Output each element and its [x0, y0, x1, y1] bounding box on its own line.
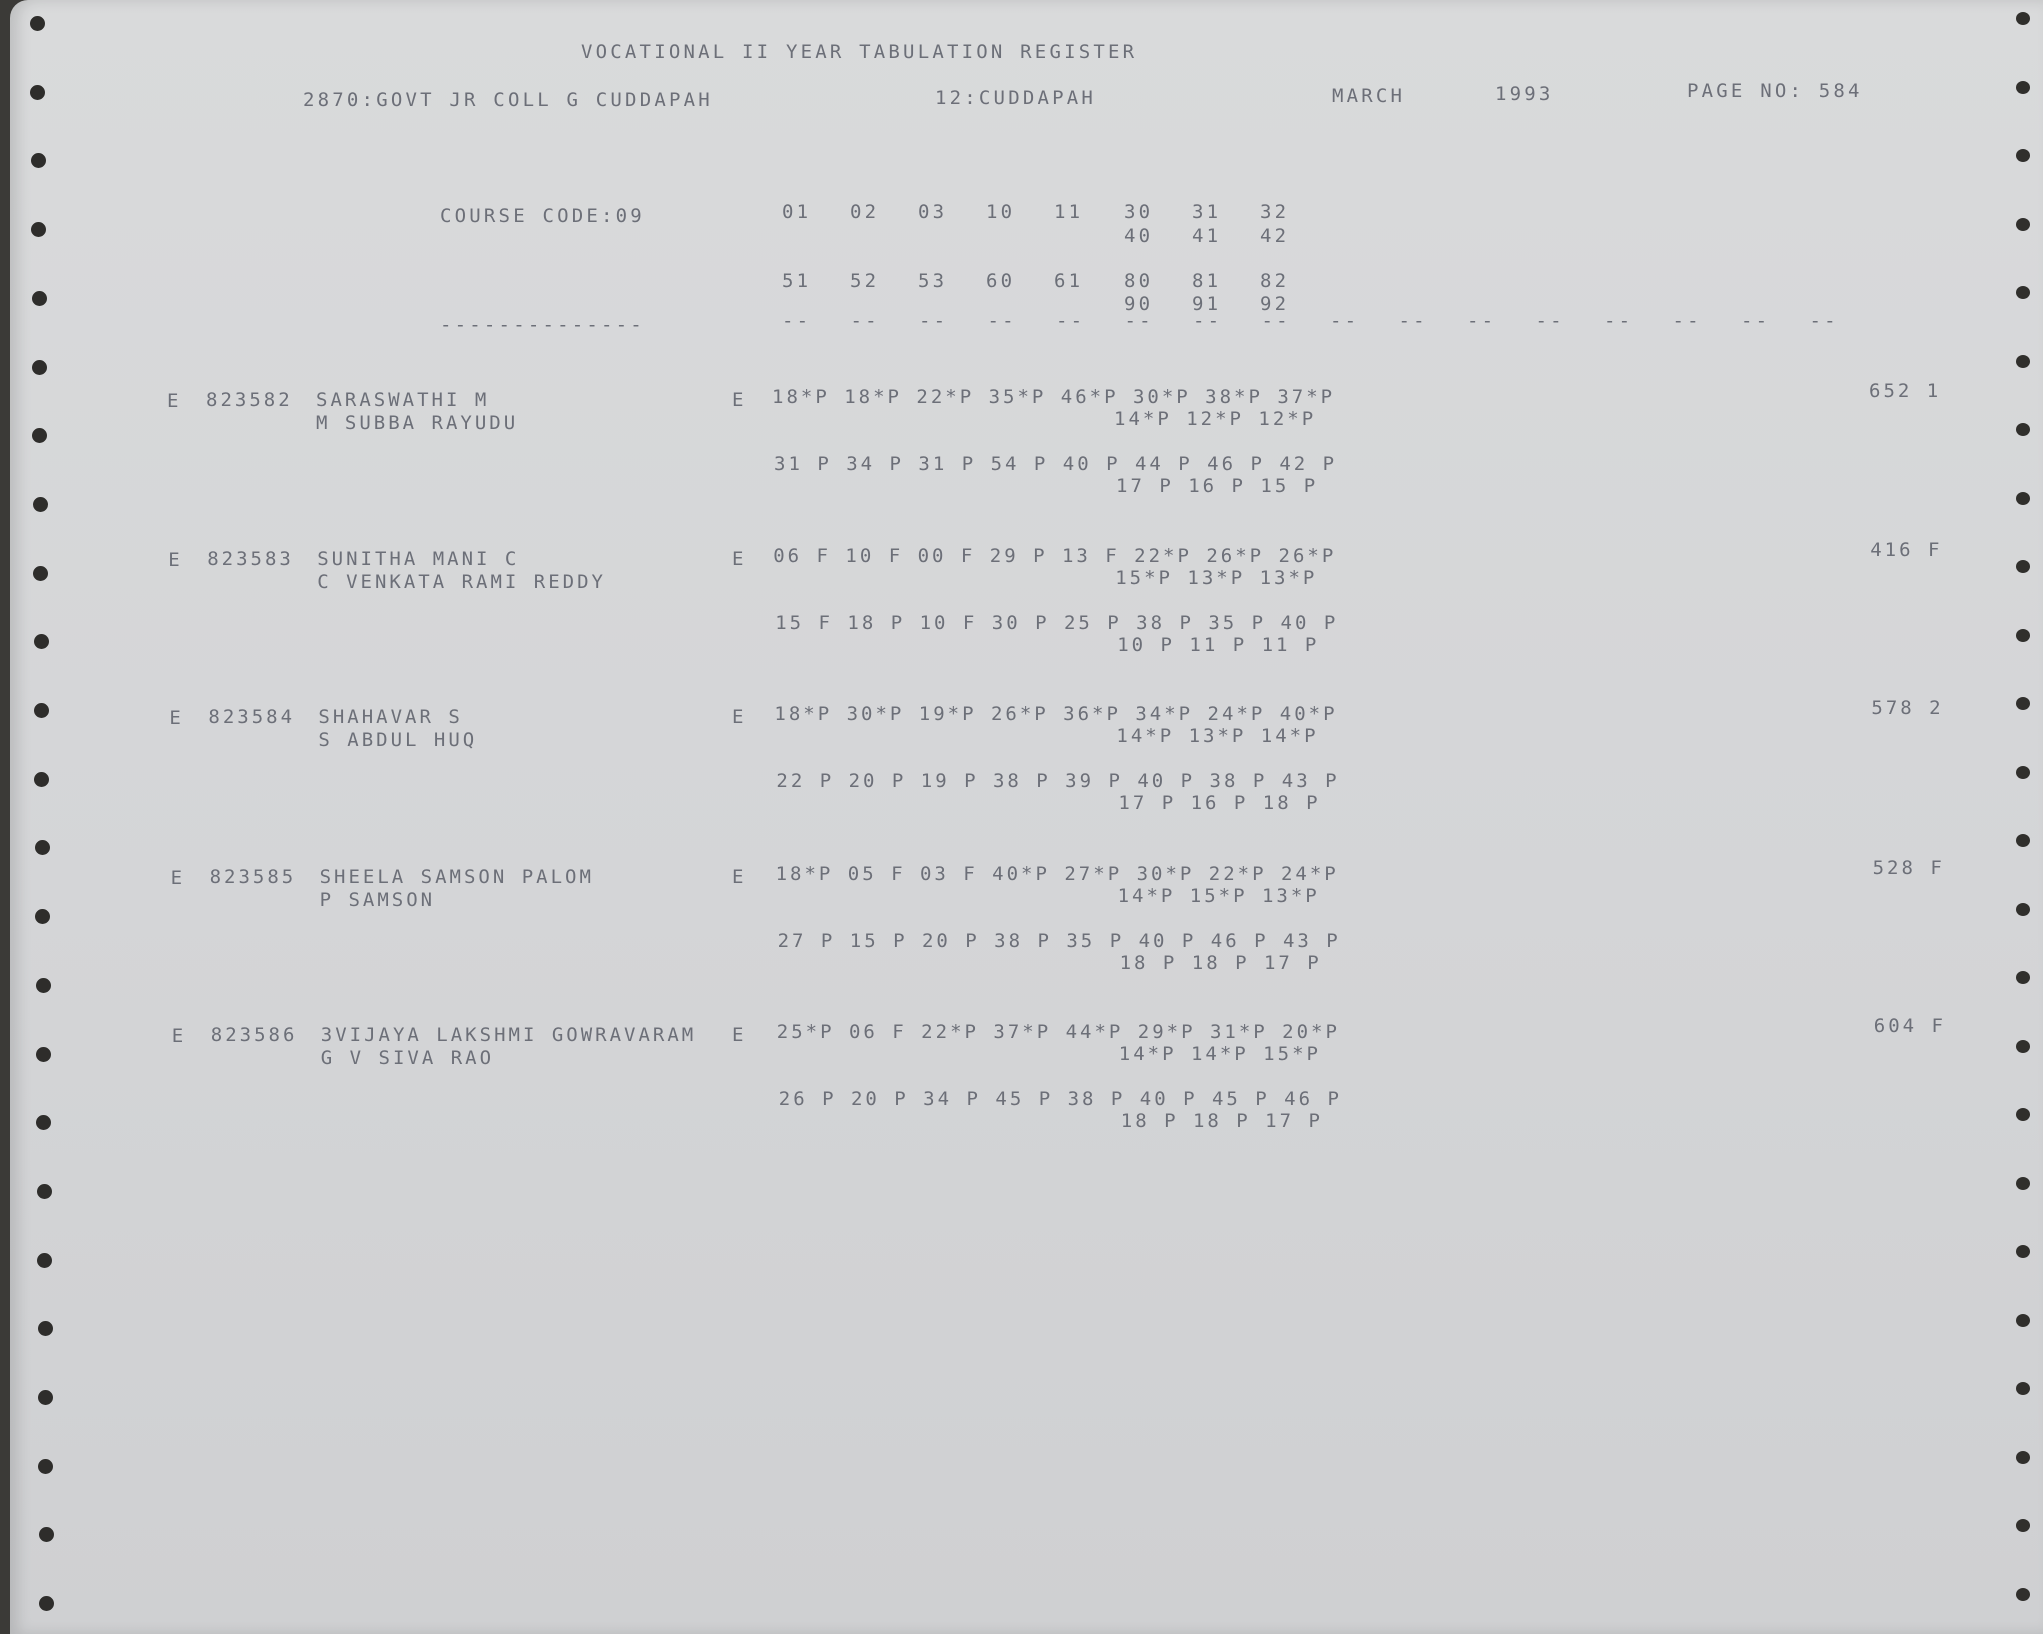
student-name: SHAHAVAR S: [318, 706, 463, 728]
feed-hole: [2016, 629, 2030, 642]
feed-hole: [2016, 560, 2030, 573]
marks-row-2: 26 P 20 P 34 P 45 P 38 P 40 P 45 P 46 P: [778, 1088, 1342, 1110]
column-separator: --: [1741, 310, 1771, 332]
subject-code: 61: [1054, 270, 1084, 292]
column-separator: --: [850, 310, 880, 332]
feed-hole: [37, 1253, 52, 1268]
subject-code: 90: [1124, 293, 1154, 315]
marks-row-1-sub: 15*P 13*P 13*P: [1115, 567, 1318, 589]
marks-row-1-sub: 14*P 15*P 13*P: [1117, 885, 1320, 907]
feed-hole: [31, 153, 46, 168]
page-number: PAGE NO: 584: [1687, 80, 1863, 102]
subject-code: 02: [850, 201, 880, 223]
marks-row-2-sub: 18 P 18 P 17 P: [1120, 1110, 1323, 1132]
feed-hole: [2016, 1245, 2030, 1258]
feed-hole: [35, 909, 50, 924]
exam-flag: E: [732, 866, 747, 888]
parent-name: G V SIVA RAO: [320, 1047, 495, 1069]
feed-hole: [2016, 1314, 2030, 1327]
feed-hole: [2016, 697, 2030, 710]
column-separator: --: [1672, 310, 1702, 332]
feed-hole: [36, 1115, 51, 1130]
feed-hole: [39, 1596, 54, 1611]
exam-month: MARCH: [1332, 85, 1406, 107]
subject-code: 10: [986, 201, 1016, 223]
subject-code: 80: [1124, 270, 1154, 292]
feed-hole: [35, 840, 50, 855]
column-separator: --: [1398, 310, 1428, 332]
parent-name: M SUBBA RAYUDU: [316, 412, 519, 434]
subject-code: 92: [1260, 293, 1290, 315]
total-and-result: 604 F: [1873, 1015, 1946, 1037]
feed-hole: [2016, 149, 2030, 162]
roll-number: 823584: [208, 706, 296, 728]
feed-hole: [34, 772, 49, 787]
feed-hole: [2016, 1519, 2030, 1532]
column-separator: --: [1604, 310, 1634, 332]
column-separator: --: [1330, 310, 1360, 332]
roll-number: 823586: [210, 1024, 298, 1046]
feed-hole: [2016, 423, 2030, 436]
feed-hole: [2016, 1108, 2030, 1121]
marks-row-2-sub: 18 P 18 P 17 P: [1119, 952, 1322, 974]
feed-hole: [33, 497, 48, 512]
marks-row-2-sub: 10 P 11 P 11 P: [1117, 634, 1320, 656]
feed-hole: [2016, 355, 2030, 368]
feed-hole: [2016, 81, 2030, 94]
feed-hole: [2016, 1040, 2030, 1053]
marks-row-1-sub: 14*P 12*P 12*P: [1114, 408, 1317, 430]
marks-row-1-sub: 14*P 14*P 15*P: [1118, 1043, 1321, 1065]
feed-hole: [2016, 1451, 2030, 1464]
column-separator: --: [1193, 310, 1223, 332]
marks-row-2-sub: 17 P 16 P 18 P: [1118, 792, 1321, 814]
column-separator: --: [1056, 310, 1086, 332]
feed-hole: [34, 634, 49, 649]
marks-row-2: 15 F 18 P 10 F 30 P 25 P 38 P 35 P 40 P: [775, 612, 1339, 634]
subject-code: 11: [1054, 201, 1084, 223]
student-category: E: [168, 549, 183, 571]
student-name: SHEELA SAMSON PALOM: [319, 866, 594, 888]
feed-hole: [32, 428, 47, 443]
column-separator: --: [1809, 310, 1839, 332]
subject-code: 60: [986, 270, 1016, 292]
subject-code: 53: [918, 270, 948, 292]
exam-flag: E: [732, 1024, 747, 1046]
subject-code: 91: [1192, 293, 1222, 315]
student-category: E: [171, 1025, 187, 1047]
roll-number: 823583: [207, 548, 294, 570]
parent-name: C VENKATA RAMI REDDY: [317, 571, 606, 593]
feed-hole: [34, 703, 49, 718]
column-separator: --: [1535, 310, 1565, 332]
subject-code: 52: [850, 270, 880, 292]
feed-hole: [33, 566, 48, 581]
student-name: 3VIJAYA LAKSHMI GOWRAVARAM: [320, 1024, 697, 1046]
student-category: E: [169, 707, 184, 729]
column-separator: --: [1261, 310, 1291, 332]
column-separator: --: [1124, 310, 1154, 332]
feed-hole: [37, 1184, 52, 1199]
total-and-result: 528 F: [1872, 857, 1945, 879]
marks-row-1: 06 F 10 F 00 F 29 P 13 F 22*P 26*P 26*P: [773, 545, 1337, 567]
feed-hole: [2016, 971, 2030, 984]
subject-code: 32: [1260, 201, 1290, 223]
feed-hole: [39, 1527, 54, 1542]
subject-code: 01: [782, 201, 812, 223]
feed-hole: [31, 222, 46, 237]
feed-hole: [2016, 766, 2030, 779]
course-code-label: COURSE CODE:09: [440, 205, 645, 227]
roll-number: 823582: [206, 389, 293, 411]
student-category: E: [170, 867, 186, 889]
feed-hole: [2016, 1382, 2030, 1395]
feed-hole: [2016, 1588, 2030, 1601]
subject-code: 51: [782, 270, 812, 292]
column-separator: --: [919, 310, 949, 332]
marks-row-2-sub: 17 P 16 P 15 P: [1116, 475, 1319, 497]
student-name: SARASWATHI M: [316, 389, 490, 411]
column-separator: --: [1467, 310, 1497, 332]
feed-hole: [2016, 1177, 2030, 1190]
subject-code: 40: [1124, 225, 1154, 247]
student-name: SUNITHA MANI C: [317, 548, 520, 570]
feed-hole: [36, 1047, 51, 1062]
exam-flag: E: [732, 706, 747, 728]
total-and-result: 652 1: [1869, 380, 1942, 402]
feed-hole: [38, 1459, 53, 1474]
feed-hole: [2016, 218, 2030, 231]
subject-code: 30: [1124, 201, 1154, 223]
total-and-result: 416 F: [1870, 539, 1943, 561]
subject-code: 03: [918, 201, 948, 223]
column-separator: --: [987, 310, 1017, 332]
marks-row-1: 25*P 06 F 22*P 37*P 44*P 29*P 31*P 20*P: [776, 1021, 1340, 1043]
marks-row-2: 31 P 34 P 31 P 54 P 40 P 44 P 46 P 42 P: [774, 453, 1338, 475]
feed-hole: [30, 85, 45, 100]
college-code: 2870:GOVT JR COLL G CUDDAPAH: [303, 89, 713, 111]
feed-hole: [30, 16, 45, 31]
exam-year: 1993: [1495, 83, 1554, 105]
total-and-result: 578 2: [1871, 697, 1944, 719]
feed-hole: [2016, 903, 2030, 916]
marks-row-2: 22 P 20 P 19 P 38 P 39 P 40 P 38 P 43 P: [776, 770, 1340, 792]
parent-name: S ABDUL HUQ: [318, 729, 478, 751]
column-separator: --: [782, 310, 812, 332]
subject-code: 82: [1260, 270, 1290, 292]
subject-code: 41: [1192, 225, 1222, 247]
subject-code: 81: [1192, 270, 1222, 292]
feed-hole: [2016, 12, 2030, 25]
marks-row-2: 27 P 15 P 20 P 38 P 35 P 40 P 46 P 43 P: [777, 930, 1341, 952]
subject-code: 42: [1260, 225, 1290, 247]
feed-hole: [2016, 492, 2030, 505]
district-code: 12:CUDDAPAH: [935, 87, 1097, 109]
feed-hole: [36, 978, 51, 993]
marks-row-1-sub: 14*P 13*P 14*P: [1116, 725, 1319, 747]
course-code-underline: --------------: [440, 314, 645, 336]
feed-hole: [38, 1390, 53, 1405]
marks-row-1: 18*P 30*P 19*P 26*P 36*P 34*P 24*P 40*P: [774, 703, 1338, 725]
feed-hole: [32, 360, 47, 375]
feed-hole: [2016, 834, 2030, 847]
exam-flag: E: [732, 389, 747, 411]
parent-name: P SAMSON: [319, 889, 436, 911]
roll-number: 823585: [209, 866, 297, 888]
register-title: VOCATIONAL II YEAR TABULATION REGISTER: [581, 41, 1138, 63]
marks-row-1: 18*P 18*P 22*P 35*P 46*P 30*P 38*P 37*P: [772, 386, 1336, 408]
marks-row-1: 18*P 05 F 03 F 40*P 27*P 30*P 22*P 24*P: [775, 863, 1339, 885]
feed-hole: [32, 291, 47, 306]
printout-sheet: [10, 0, 2043, 1634]
subject-code: 31: [1192, 201, 1222, 223]
student-category: E: [167, 390, 182, 412]
feed-hole: [2016, 286, 2030, 299]
exam-flag: E: [732, 548, 747, 570]
feed-hole: [38, 1321, 53, 1336]
